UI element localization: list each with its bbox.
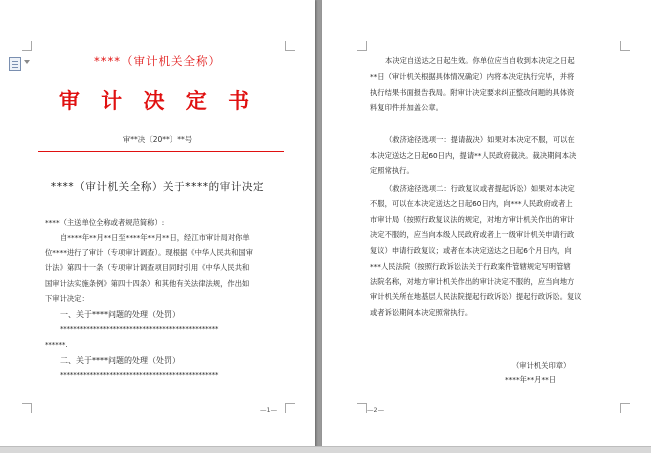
item-1-heading: 一、关于****问题的处理（处罚） <box>60 310 180 319</box>
crop-mark <box>22 41 32 51</box>
body-line: 本决定自送达之日起生效。你单位应当自收到本决定之日起 <box>385 56 575 65</box>
agency-name: ****（审计机关全称） <box>94 54 221 68</box>
body-line: 定照常执行。 <box>370 166 414 175</box>
document-page-1 <box>0 0 315 452</box>
body-line: 或者诉讼期间本决定照常执行。 <box>370 308 473 317</box>
body-line: 决定不服的，应当向本级人民政府或者上一级审计机关申请行政 <box>370 230 575 239</box>
body-line: 执行结果书面报告我局。附审计决定要求纠正整改问题的具体资 <box>370 88 575 97</box>
body-line: （救济途径选项一：提请裁决）如果对本决定不服，可以在 <box>385 135 575 144</box>
crop-mark <box>620 41 630 51</box>
document-page-2 <box>322 0 651 452</box>
item-1-placeholder-end: ******. <box>45 341 68 349</box>
crop-mark <box>285 41 295 51</box>
body-line: 下审计决定： <box>45 294 89 303</box>
body-line: 审计机关所在地基层人民法院提起行政诉讼）提起行政诉讼。复议 <box>370 292 582 301</box>
item-2-placeholder: ************************************************ <box>60 371 219 379</box>
seal-placeholder: （审计机关印章） <box>512 361 571 370</box>
body-line: 法院名称，对地方审计机关作出的审计决定不服的，应当向地方 <box>370 277 575 286</box>
crop-mark <box>285 403 295 413</box>
body-line: 复议）申请行政复议；或者在本决定送达之日起6个月日内，向 <box>370 246 572 255</box>
decision-subject: ****（审计机关全称）关于****的审计决定 <box>50 181 265 193</box>
body-line: 国审计法实施条例》第四十四条）和其他有关法律法规，作出如 <box>45 279 250 288</box>
body-line: ***人民法院（按照行政诉讼法关于行政案件管辖规定写明管辖 <box>370 262 571 271</box>
body-line: 自****年**月**日至****年**月**日，经江市审计局对你单 <box>60 233 250 242</box>
issue-date: ****年**月**日 <box>505 375 557 384</box>
body-line: 不服，可以在本决定送达之日起60日内，向***人民政府或者上 <box>370 199 573 208</box>
body-line: 本决定送达之日起60日内，提请**人民政府裁决。裁决期间本决 <box>370 151 577 160</box>
red-divider-line <box>38 151 284 152</box>
body-line: 料复印件并加盖公章。 <box>370 103 443 112</box>
page-number: —1— <box>260 406 278 414</box>
item-2-heading: 二、关于****问题的处理（处罚） <box>60 356 180 365</box>
body-line: 位****进行了审计（专项审计调查）。现根据《中华人民共和国审 <box>45 248 253 257</box>
addressee-line: ****（主送单位全称或者规范简称）: <box>45 218 165 227</box>
body-line: 市审计局（按照行政复议法的规定，对地方审计机关作出的审计 <box>370 215 575 224</box>
body-line: **日（审计机关根据具体情况确定）内将本决定执行完毕，并将 <box>370 72 575 81</box>
page-number: —2— <box>367 406 385 414</box>
document-title: 审 计 决 定 书 <box>58 88 257 113</box>
crop-mark <box>22 403 32 413</box>
crop-mark <box>620 403 630 413</box>
body-line: （救济途径选项二：行政复议或者提起诉讼）如果对本决定 <box>385 184 575 193</box>
crop-mark <box>357 41 367 51</box>
item-1-placeholder: ************************************************ <box>60 325 219 333</box>
body-line: 计法》第四十一条（专项审计调查项目同时引用《中华人民共和 <box>45 263 250 272</box>
crop-mark <box>357 403 367 413</box>
document-number: 审**决〔20**〕**号 <box>122 135 193 144</box>
